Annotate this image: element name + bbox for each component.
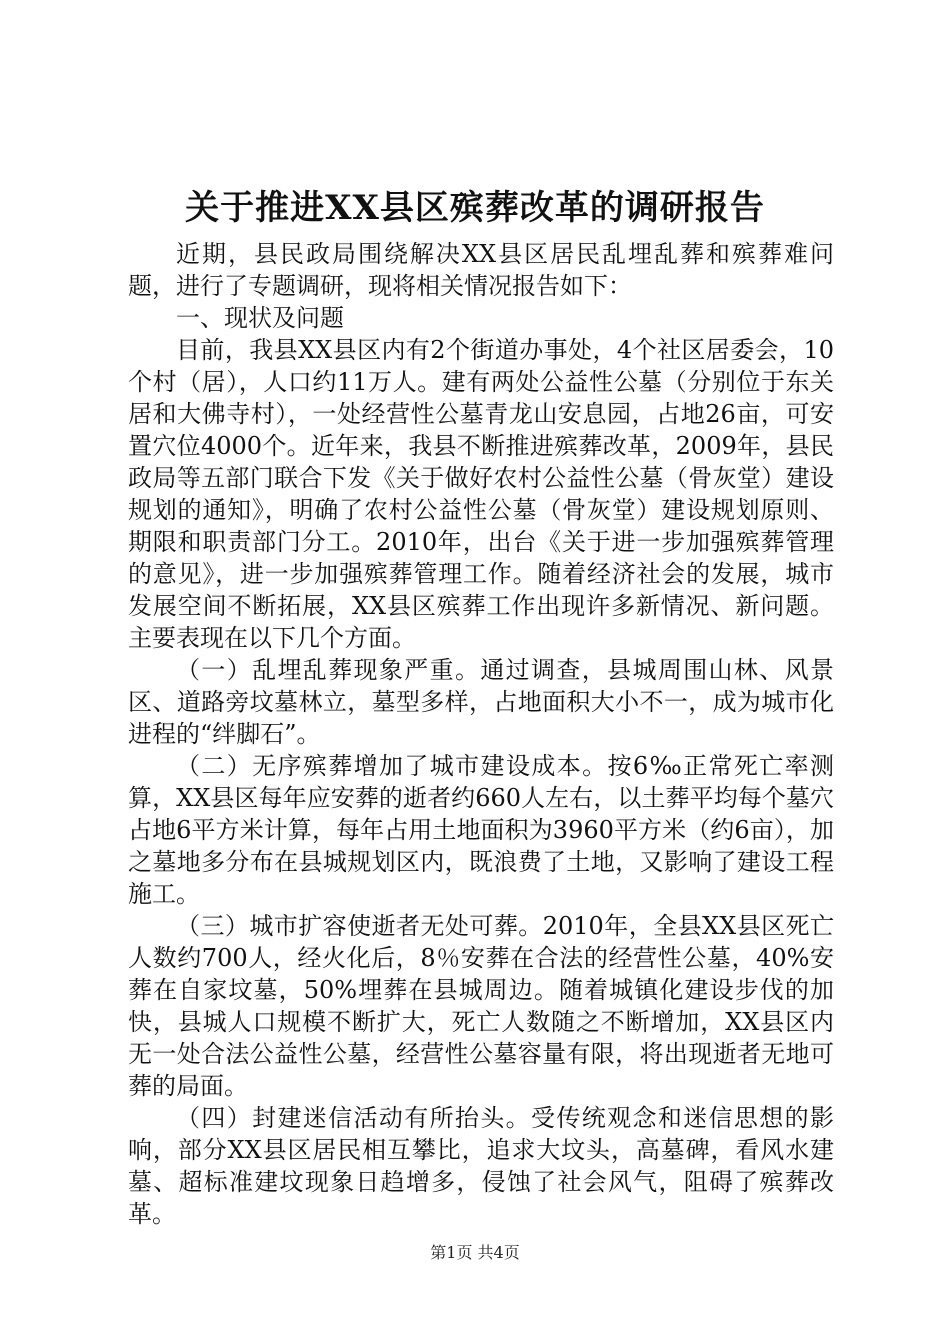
document-title: 关于推进XX县区殡葬改革的调研报告 [185,188,765,228]
status-paragraph: 目前，我县XX县区内有2个街道办事处，4个社区居委会，10个村（居），人口约11万人。建有两处公益性公墓（分别位于东关居和大佛寺村），一处经营性公墓青龙山安息园，占地26亩，可安置穴位4000个。近年来，我县不断推进殡葬改革，2009年，县民政局等五部门联合下发《关于做好农村公益性公墓（骨灰堂）建设规划的通知》，明确了农村公益性公墓（骨灰堂）建设规划原则、期限和职责部门分工。2010年，出台《关于进一步加强殡葬管理的意见》，进一步加强殡葬管理工作。随着经济社会的发展，城市发展空间不断拓展，XX县区殡葬工作出现许多新情况、新问题。主要表现在以下几个方面。 [128,336,834,652]
problem-3-paragraph: （三）城市扩容使逝者无处可葬。2010年，全县XX县区死亡人数约700人，经火化后，8％安葬在合法的经营性公墓，40%安葬在自家坟墓，50%埋葬在县城周边。随着城镇化建设步伐的加快，县城人口规模不断扩大，死亡人数随之不断增加，XX县区内无一处合法公益性公墓，经营性公墓容量有限，将出现逝者无地可葬的局面。 [128,912,834,1100]
page-footer: 第1页 共4页 [430,1243,520,1262]
problem-1-paragraph: （一）乱埋乱葬现象严重。通过调查，县城周围山林、风景区、道路旁坟墓林立，墓型多样，占地面积大小不一，成为城市化进程的“绊脚石”。 [128,656,834,748]
problem-2-paragraph: （二）无序殡葬增加了城市建设成本。按6‰正常死亡率测算，XX县区每年应安葬的逝者约660人左右，以土葬平均每个墓穴占地6平方米计算，每年占用土地面积为3960平方米（约6亩），加之墓地多分布在县城规划区内，既浪费了土地，又影响了建设工程施工。 [128,752,834,908]
intro-paragraph: 近期，县民政局围绕解决XX县区居民乱埋乱葬和殡葬难问题，进行了专题调研，现将相关情况报告如下： [128,240,834,300]
section-heading: 一、现状及问题 [176,304,344,332]
document-body [128,238,834,1230]
problem-4-paragraph: （四）封建迷信活动有所抬头。受传统观念和迷信思想的影响，部分XX县区居民相互攀比，追求大坟头，高墓碑，看风水建墓、超标准建坟现象日趋增多，侵蚀了社会风气，阻碍了殡葬改革。 [128,1104,834,1228]
